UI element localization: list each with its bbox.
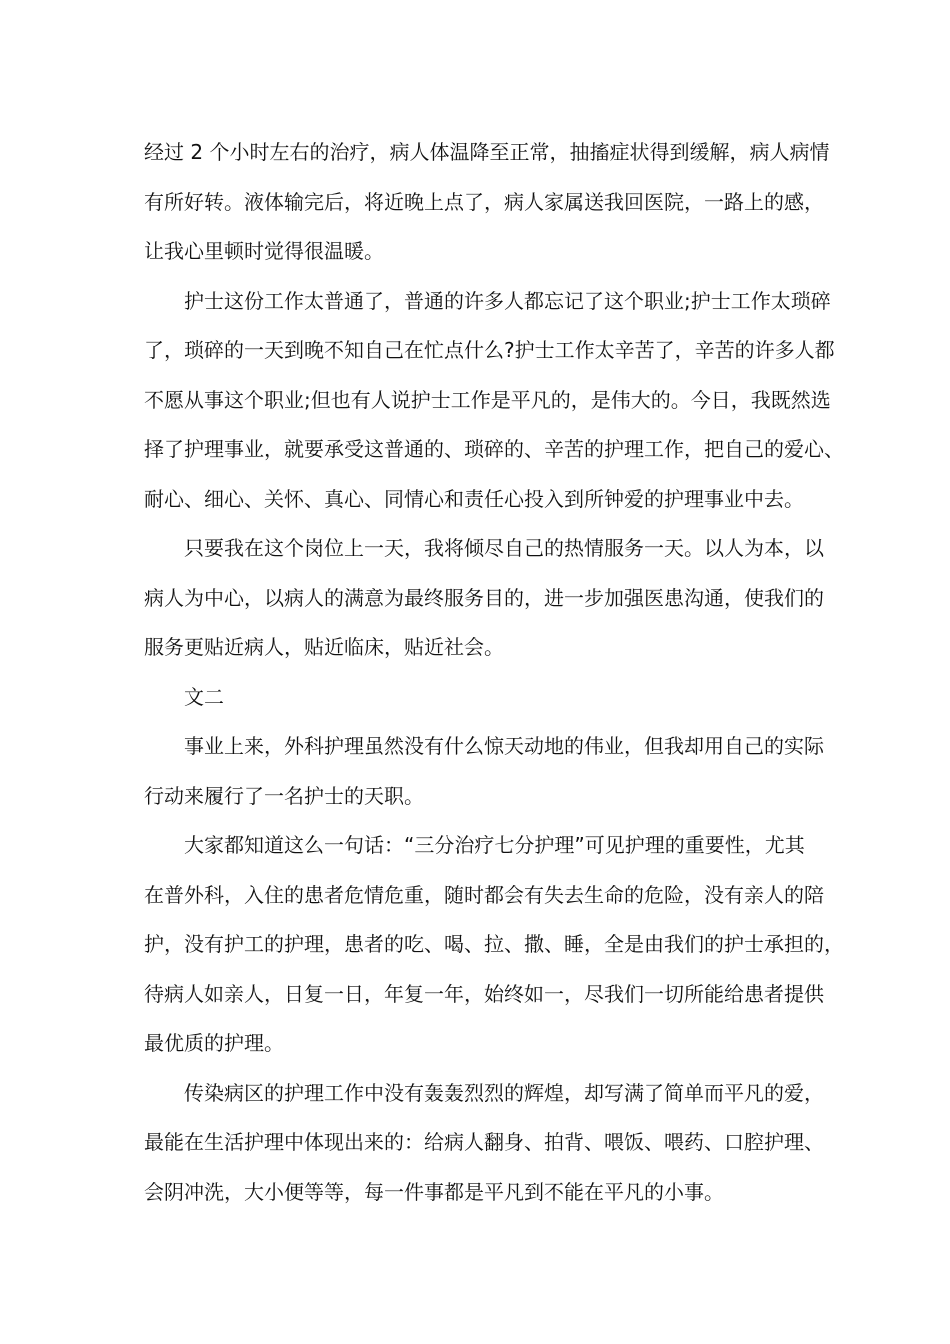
- text-line: 大家都知道这么一句话：“三分治疗七分护理”可见护理的重要性，尤其: [184, 833, 805, 857]
- paragraph-3: [144, 524, 824, 673]
- text-line: 择了护理事业，就要承受这普通的、琐碎的、辛苦的护理工作，把自己的爱心、: [144, 437, 844, 461]
- paragraph-5: [144, 722, 824, 821]
- text-line: 护，没有护工的护理，患者的吃、喝、拉、撒、睡，全是由我们的护士承担的，: [144, 932, 844, 956]
- text-line: 最能在生活护理中体现出来的：给病人翻身、拍背、喂饭、喂药、口腔护理、: [144, 1130, 824, 1154]
- text-line: 了，琐碎的一天到晚不知自己在忙点什么?护士工作太辛苦了，辛苦的许多人都: [144, 338, 835, 362]
- heading-text: 文二: [184, 684, 224, 709]
- text-line: 病人为中心，以病人的满意为最终服务目的，进一步加强医患沟通，使我们的: [144, 585, 824, 610]
- text-line: 不愿从事这个职业;但也有人说护士工作是平凡的，是伟大的。今日，我既然选: [144, 387, 831, 412]
- text-line: 待病人如亲人，日复一日，年复一年，始终如一，尽我们一切所能给患者提供: [144, 981, 824, 1006]
- text-line: 经过 2 个小时左右的治疗，病人体温降至正常，抽搐症状得到缓解，病人病情: [144, 140, 830, 164]
- paragraph-2: [144, 277, 844, 525]
- text-line: 会阴冲洗，大小便等等，每一件事都是平凡到不能在平凡的小事。: [144, 1179, 724, 1204]
- text-line: 只要我在这个岗位上一天，我将倾尽自己的热情服务一天。以人为本，以: [184, 536, 824, 560]
- document-body: [144, 128, 844, 1217]
- section-heading: [144, 673, 824, 723]
- paragraph-6: [144, 821, 844, 1069]
- text-line: 事业上来，外科护理虽然没有什么惊天动地的伟业，但我却用自己的实际: [184, 734, 824, 758]
- text-line: 在普外科，入住的患者危情危重，随时都会有失去生命的危险，没有亲人的陪: [144, 882, 824, 907]
- text-line: 行动来履行了一名护士的天职。: [144, 783, 424, 808]
- text-line: 有所好转。液体输完后，将近晚上点了，病人家属送我回医院，一路上的感，: [144, 189, 824, 214]
- text-line: 服务更贴近病人，贴近临床，贴近社会。: [144, 635, 504, 659]
- text-line: 耐心、细心、关怀、真心、同情心和责任心投入到所钟爱的护理事业中去。: [144, 486, 804, 511]
- paragraph-7: [144, 1069, 824, 1218]
- text-line: 最优质的护理。: [144, 1031, 284, 1055]
- paragraph-1: [144, 128, 830, 277]
- text-line: 让我心里顿时觉得很温暖。: [144, 239, 384, 263]
- text-line: 护士这份工作太普通了，普通的许多人都忘记了这个职业;护士工作太琐碎: [184, 288, 831, 313]
- text-line: 传染病区的护理工作中没有轰轰烈烈的辉煌，却写满了简单而平凡的爱，: [184, 1080, 824, 1105]
